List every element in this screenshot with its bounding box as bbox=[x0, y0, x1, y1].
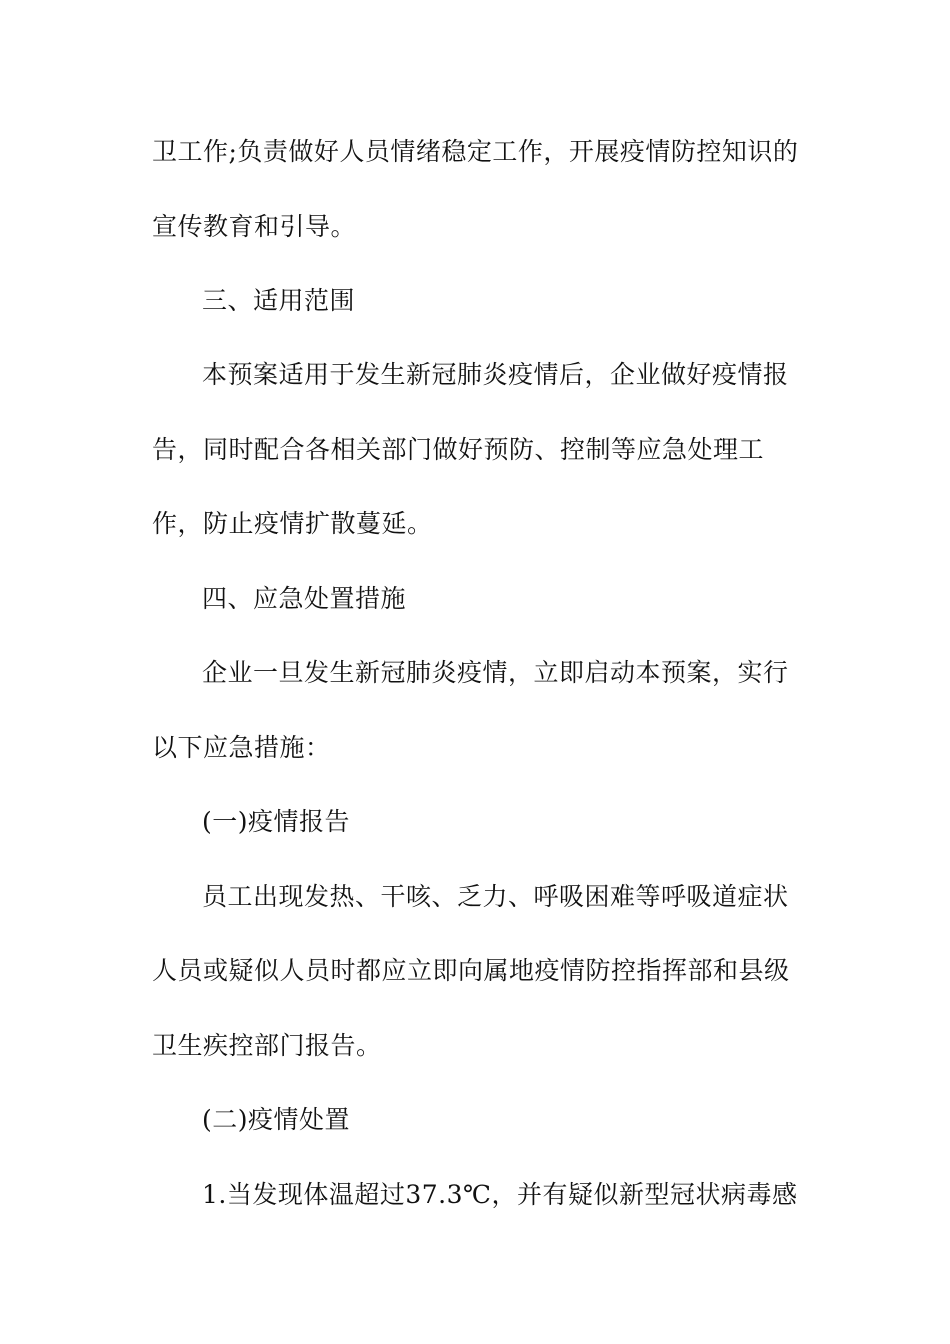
paragraph-line: 以下应急措施： bbox=[152, 733, 331, 762]
section-heading: 三、适用范围 bbox=[202, 286, 356, 315]
subsection-heading: (一)疫情报告 bbox=[202, 807, 351, 836]
paragraph-line: 宣传教育和引导。 bbox=[152, 212, 357, 241]
paragraph-line: 人员或疑似人员时都应立即向属地疫情防控指挥部和县级 bbox=[152, 956, 790, 985]
paragraph-line: 作，防止疫情扩散蔓延。 bbox=[152, 509, 433, 538]
paragraph-line: 告，同时配合各相关部门做好预防、控制等应急处理工 bbox=[152, 435, 765, 464]
paragraph-line: 1.当发现体温超过37.3℃，并有疑似新型冠状病毒感 bbox=[202, 1180, 798, 1209]
paragraph-line: 本预案适用于发生新冠肺炎疫情后，企业做好疫情报 bbox=[202, 360, 789, 389]
paragraph-line: 卫工作;负责做好人员情绪稳定工作，开展疫情防控知识的 bbox=[152, 137, 799, 166]
section-heading: 四、应急处置措施 bbox=[202, 584, 407, 613]
paragraph-line: 企业一旦发生新冠肺炎疫情，立即启动本预案，实行 bbox=[202, 658, 789, 687]
subsection-heading: (二)疫情处置 bbox=[202, 1105, 351, 1134]
paragraph-line: 卫生疾控部门报告。 bbox=[152, 1031, 382, 1060]
paragraph-line: 员工出现发热、干咳、乏力、呼吸困难等呼吸道症状 bbox=[202, 882, 789, 911]
